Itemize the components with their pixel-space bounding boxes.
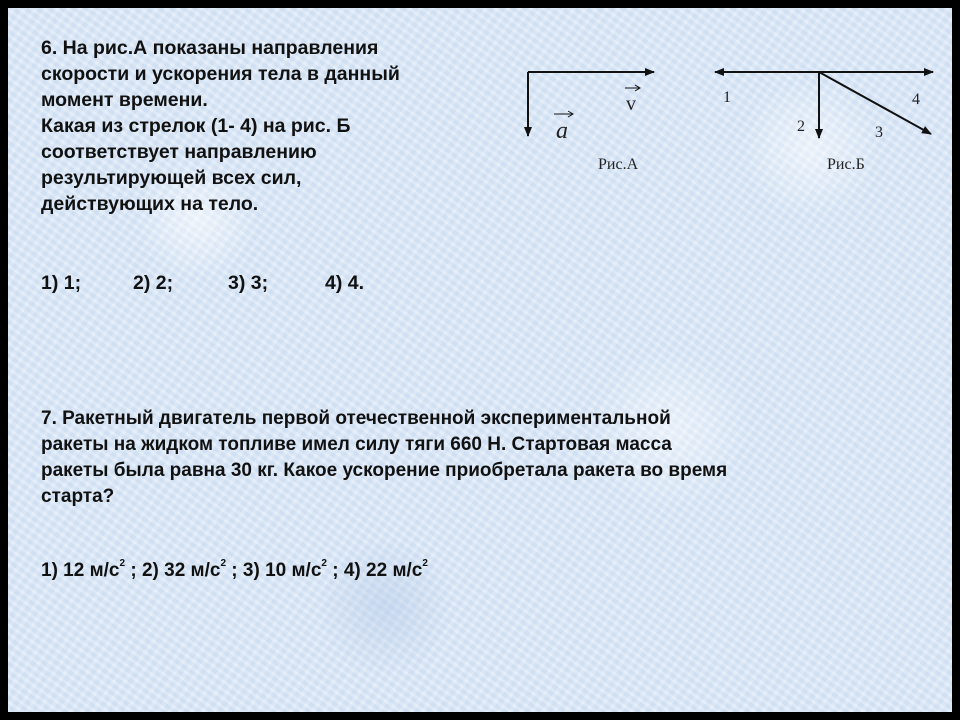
arrow-label-1: 1: [723, 89, 731, 106]
problem-6-line: результирующей всех сил,: [41, 167, 302, 189]
problem-7-line: 7. Ракетный двигатель первой отечественной экспериментальной: [41, 408, 671, 429]
problem-6-line: действующих на тело.: [41, 193, 259, 215]
figure-b: [703, 58, 943, 188]
answer-option: 4) 22 $м/с^2$: [343, 558, 428, 581]
problem-7-line: старта?: [41, 486, 115, 507]
problem-7-line: ракеты на жидком топливе имел силу тяги 660 Н. Стартовая масса: [41, 434, 672, 455]
problem-6-line: 6. На рис.А показаны направления: [41, 37, 379, 59]
problem-6-line: скорости и ускорения тела в данный: [41, 63, 400, 85]
answer-option: 3) 3;: [228, 272, 269, 294]
problem-6-answers: [41, 270, 364, 296]
arrow-label-2: 2: [797, 118, 805, 135]
figure-a-caption: Рис.А: [598, 156, 639, 173]
acceleration-label: a: [556, 118, 568, 144]
problem-6-text: [41, 35, 400, 217]
problem-7-text: [41, 406, 727, 510]
problem-7-line: ракеты была равна 30 кг. Какое ускорение приобретала ракета во время: [41, 460, 728, 481]
problem-6-line: момент времени.: [41, 89, 208, 111]
slide: [8, 8, 952, 712]
problem-6-line: соответствует направлению: [41, 141, 317, 163]
velocity-label: v: [626, 93, 636, 115]
answer-option: 2) 2;: [133, 272, 174, 294]
problem-7-answers: [41, 558, 428, 584]
answer-option: 1) 12 $м/с^2$ ;: [41, 558, 137, 581]
arrow-label-3: 3: [875, 124, 883, 141]
answer-option: 1) 1;: [41, 272, 82, 294]
answer-option: 3) 10 $м/с^2$ ;: [242, 558, 339, 581]
answer-option: 4) 4.: [325, 272, 365, 294]
problem-6-line: Какая из стрелок (1- 4) на рис. Б: [41, 115, 351, 137]
figure-b-caption: Рис.Б: [827, 156, 865, 173]
answer-option: 2) 32 $м/с^2$ ;: [141, 558, 238, 581]
arrow-label-4: 4: [912, 91, 920, 108]
figure-a: [508, 58, 668, 188]
